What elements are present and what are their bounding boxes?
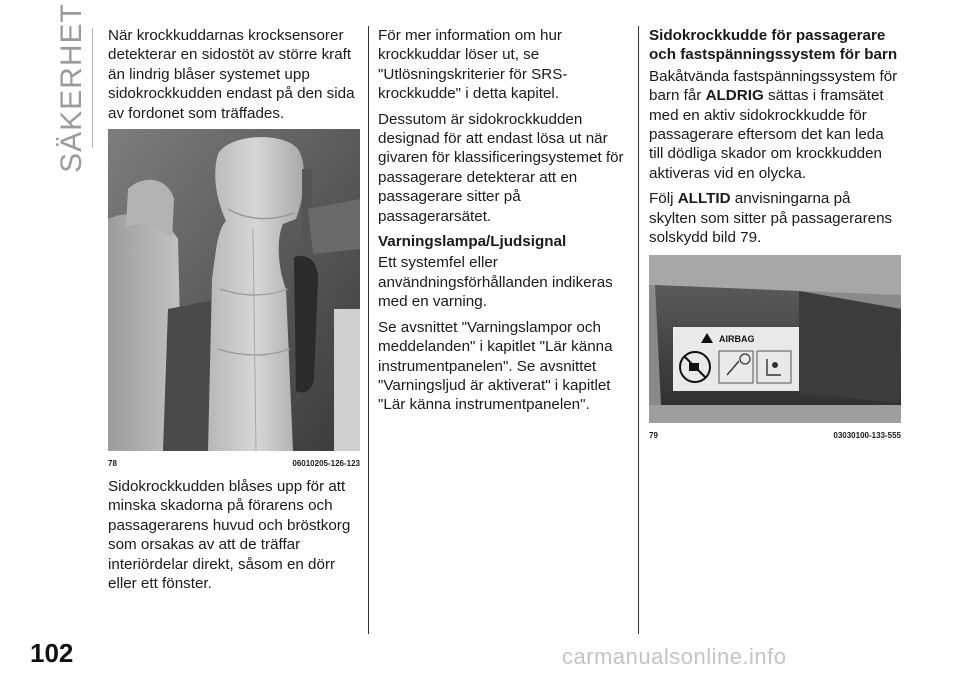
column-2 — [378, 26, 630, 421]
col1-paragraph-1: När krockkuddarnas krocksensorer detekterar en sidostöt av större kraft än lindrig blåser systemet upp sidokrockkudden endast på den sida av fordonet som träffades. — [108, 27, 355, 122]
sun-visor-illustration — [649, 255, 901, 423]
section-tab-rule — [92, 28, 93, 148]
col2-paragraph-1: För mer information om hur krockkuddar löser ut, se "Utlösningskriterier för SRS-krockkudde" i detta kapitel. — [378, 27, 568, 103]
page-number: 102 — [30, 638, 74, 668]
figure-79-caption — [649, 423, 901, 441]
figure-78-number: 78 — [108, 459, 117, 469]
column-3 — [649, 26, 901, 449]
col3-p2-text-a: Följ — [649, 190, 678, 208]
column-divider-2 — [638, 26, 639, 634]
warning-heading: Varningslampa/Ljudsignal — [378, 233, 567, 251]
col3-p2-emphasis: ALLTID — [677, 190, 731, 208]
col2-paragraph-3: Ett systemfel eller användningsförhållanden indikeras med en varning. — [378, 254, 613, 311]
figure-78 — [108, 129, 360, 469]
watermark: carmanualsonline.info — [562, 644, 787, 669]
column-1 — [108, 26, 360, 599]
child-seat-heading: Sidokrockkudde för passagerare och fastspänningssystem för barn — [649, 27, 898, 64]
column-divider-1 — [368, 26, 369, 634]
col3-p2-text-b: anvisningarna på skylten som sitter på passagerarens solskydd bild 79. — [649, 190, 893, 247]
figure-79 — [649, 255, 901, 441]
figure-78-code: 06010205-126-123 — [292, 459, 360, 469]
col1-paragraph-2: Sidokrockkudden blåses upp för att minska skadorna på förarens och passagerarens huvud och bröstkorg som orsakas av att de träffar interiördelar direkt, såsom en dörr eller ett fönster. — [108, 478, 351, 593]
figure-78-caption — [108, 451, 360, 469]
col3-p1-text-a: Bakåtvända fastspänningssystem för barn får — [649, 67, 898, 105]
seat-airbag-illustration — [108, 129, 360, 451]
section-tab — [52, 3, 92, 173]
airbag-label-text: AIRBAG — [719, 334, 755, 345]
col3-p1-emphasis: ALDRIG — [705, 87, 764, 105]
seat-airbag-image — [108, 129, 360, 451]
col3-paragraph-1 — [649, 67, 901, 183]
col3-p1-text-b: sättas i framsätet med en aktiv sidokrockkudde för passagerare eftersom det kan leda till dödliga skador om krockkudden aktiveras vid en olycka. — [649, 87, 884, 182]
col3-paragraph-2 — [649, 189, 901, 247]
figure-79-number: 79 — [649, 431, 658, 441]
col2-paragraph-2: Dessutom är sidokrockkudden designad för att endast lösa ut när givaren för klassificeringsystemet för passagerare detekterar att en passagerare sitter på passagerarsätet. — [378, 110, 624, 225]
section-tab-label: SÄKERHET — [55, 3, 88, 173]
sun-visor-image — [649, 255, 901, 423]
col2-paragraph-4: Se avsnittet "Varningslampor och meddelanden" i kapitlet "Lär känna instrumentpanelen". Se avsnittet "Varningsljud är aktiverat" i kapitlet "Lär känna instrumentpanelen". — [378, 318, 613, 414]
figure-79-code: 03030100-133-555 — [833, 431, 901, 441]
